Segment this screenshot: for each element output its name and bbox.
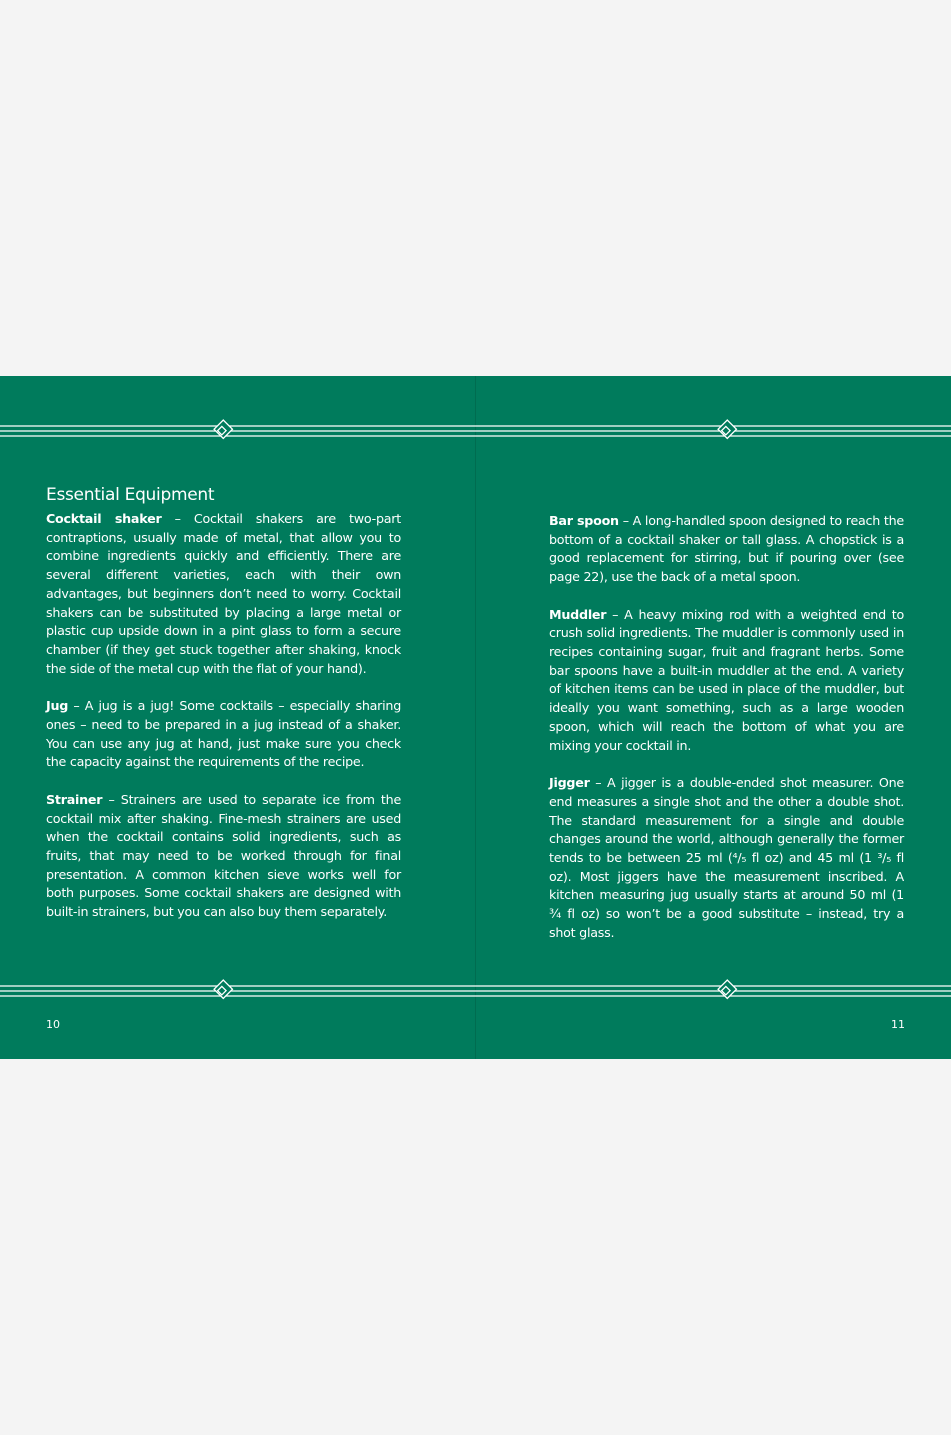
entry-text: – A jigger is a double-ended shot measurer. One end measures a single shot and the other a double shot. The standard measurement for a single and double changes around the world, although generally the former tends to be between 25 ml (⁴/₅ fl oz) and 45 ml (1 ³/₅ fl oz). Most jiggers have the measurement inscribed. A kitchen measuring jug usually starts at around 50 ml (1 ¾ fl oz) so won’t be a good substitute – instead, try a shot glass. — [549, 775, 904, 940]
entry-term: Jug — [46, 698, 69, 714]
section-heading: Essential Equipment — [46, 485, 215, 505]
entry-term: Strainer — [46, 791, 103, 807]
book-spread — [0, 376, 951, 1059]
bottom-ornament-border — [0, 976, 951, 1006]
right-page-text — [549, 512, 904, 943]
entry-text: – Cocktail shakers are two-part contraptions, usually made of metal, that allow you to combine ingredients quickly and efficiently. There are several different varieties, each with their own advantages, but beginners don’t need to worry. Cocktail shakers can be substituted by placing a large metal or plastic cup upside down in a pint glass to form a secure chamber (if they get stuck together after shaking, knock the side of the metal cup with the flat of your hand). — [46, 511, 402, 676]
entry-term: Jigger — [549, 775, 590, 791]
top-ornament-border — [0, 416, 951, 446]
entry-term: Bar spoon — [549, 513, 619, 528]
entry-text: – A heavy mixing rod with a weighted end to crush solid ingredients. The muddler is commonly used in recipes containing sugar, fruit and fragrant herbs. Some bar spoons have a built-in muddler at the end. A variety of kitchen items can be used in place of the muddler, but ideally you want something, such as a large wooden spoon, which will reach the bottom of what you are mixing your cocktail in. — [549, 606, 904, 753]
page-number-left: 10 — [46, 1018, 60, 1031]
entry-strainer — [46, 791, 401, 922]
entry-text: – A jug is a jug! Some cocktails – especially sharing ones – need to be prepared in a jug instead of a shaker. You can use any jug at hand, just make sure you check the capacity against the requirements of the recipe. — [46, 698, 401, 770]
page-gutter — [475, 376, 476, 1059]
entry-bar-spoon — [549, 512, 904, 587]
page-number-right: 11 — [891, 1018, 905, 1031]
entry-text: – Strainers are used to separate ice from the cocktail mix after shaking. Fine-mesh strainers are used when the cocktail contains solid ingredients, such as fruits, that may need to be worked through for final presentation. A common kitchen sieve works well for both purposes. Some cocktail shakers are designed with built-in strainers, but you can also buy them separately. — [46, 791, 401, 920]
entry-muddler — [549, 606, 904, 756]
entry-cocktail-shaker — [46, 510, 401, 678]
entry-jug — [46, 697, 401, 772]
entry-term: Cocktail shaker — [46, 511, 162, 526]
entry-text: – A long-handled spoon designed to reach the bottom of a cocktail shaker or tall glass. A chopstick is a good replacement for stirring, but if pouring over (see page 22), use the back of a metal spoon. — [549, 513, 904, 585]
entry-jigger — [549, 774, 904, 942]
entry-term: Muddler — [549, 606, 607, 622]
left-page-text — [46, 484, 401, 922]
